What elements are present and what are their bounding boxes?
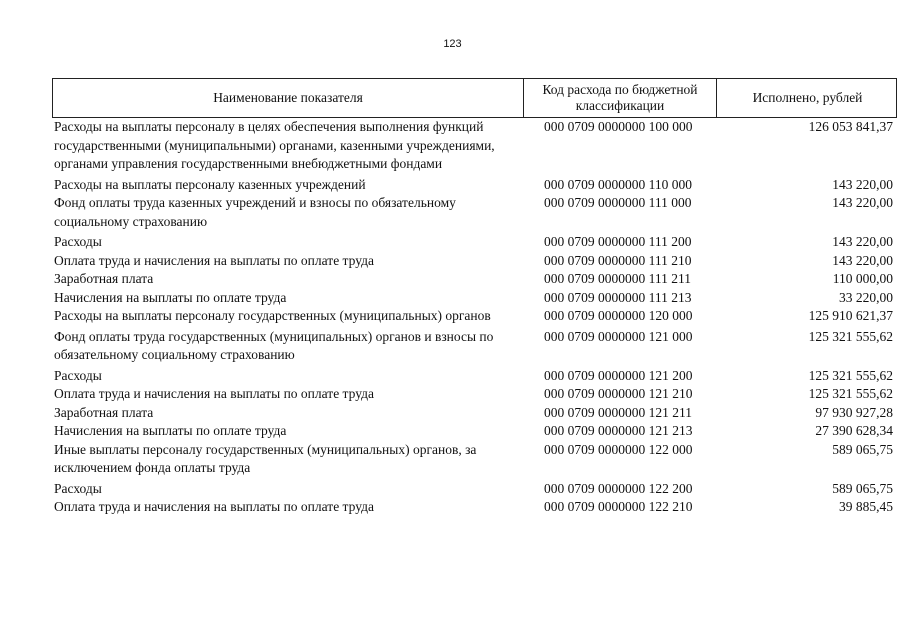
row-name: Расходы: [54, 367, 102, 383]
header-amount: Исполнено, рублей: [716, 79, 898, 117]
row-amount: 110 000,00: [832, 271, 893, 286]
row-name: Заработная плата: [54, 271, 154, 286]
row-name: Иные выплаты персоналу государственных (муниципальных) органов, за исключением фонда оплаты труда: [54, 441, 477, 475]
row-amount: 97 930 927,28: [815, 404, 893, 420]
row-name: Расходы: [54, 234, 102, 249]
row-amount: 125 321 555,62: [808, 328, 893, 344]
row-amount: 589 065,75: [832, 441, 893, 457]
row-name: Оплата труда и начисления на выплаты по оплате труда: [54, 386, 374, 401]
table-row: [52, 328, 897, 365]
row-amount: 125 321 555,62: [808, 386, 893, 401]
table-row: [52, 385, 897, 404]
row-code: 000 0709 0000000 121 210: [544, 386, 693, 401]
table-row: [52, 194, 897, 231]
row-amount: 589 065,75: [832, 480, 893, 496]
row-code: 000 0709 0000000 111 213: [544, 289, 692, 305]
row-amount: 143 220,00: [832, 176, 893, 192]
page-number: 123: [443, 38, 462, 50]
table-row: [52, 498, 897, 517]
row-amount: 125 910 621,37: [808, 308, 893, 323]
table-row: [52, 367, 897, 386]
table-header: [52, 78, 897, 118]
row-name: Фонд оплаты труда казенных учреждений и взносы по обязательному социальному страхованию: [54, 195, 456, 229]
table-row: [52, 422, 897, 441]
table-row: [52, 289, 897, 308]
row-name: Расходы: [54, 480, 102, 496]
row-code: 000 0709 0000000 121 200: [544, 367, 693, 383]
row-amount: 143 220,00: [832, 252, 893, 268]
row-amount: 125 321 555,62: [808, 367, 893, 383]
header-code: Код расхода по бюджетной классификации: [523, 79, 716, 117]
row-code: 000 0709 0000000 111 210: [544, 252, 692, 268]
row-code: 000 0709 0000000 122 210: [544, 499, 693, 514]
row-name: Оплата труда и начисления на выплаты по оплате труда: [54, 499, 374, 514]
row-amount: 33 220,00: [839, 289, 893, 305]
row-code: 000 0709 0000000 121 211: [544, 404, 692, 420]
row-code: 000 0709 0000000 120 000: [544, 308, 693, 323]
row-name: Расходы на выплаты персоналу казенных учреждений: [54, 176, 366, 192]
table-row: [52, 176, 897, 195]
row-amount: 126 053 841,37: [808, 119, 893, 134]
row-code: 000 0709 0000000 122 200: [544, 480, 693, 496]
budget-table: [52, 78, 897, 517]
row-code: 000 0709 0000000 122 000: [544, 441, 693, 457]
row-name: Фонд оплаты труда государственных (муниципальных) органов и взносы по обязательному социальному страхованию: [54, 328, 494, 362]
table-row: [52, 404, 897, 423]
row-code: 000 0709 0000000 121 000: [544, 328, 693, 344]
row-name: Оплата труда и начисления на выплаты по оплате труда: [54, 252, 374, 268]
row-code: 000 0709 0000000 121 213: [544, 423, 693, 438]
row-code: 000 0709 0000000 100 000: [544, 119, 693, 134]
table-row: [52, 118, 897, 174]
row-amount: 143 220,00: [832, 195, 893, 210]
table-row: [52, 252, 897, 271]
row-amount: 39 885,45: [839, 499, 893, 514]
table-row: [52, 233, 897, 252]
row-amount: 143 220,00: [832, 234, 893, 249]
table-row: [52, 480, 897, 499]
row-code: 000 0709 0000000 111 211: [544, 271, 691, 286]
table-row: [52, 441, 897, 478]
row-name: Расходы на выплаты персоналу в целях обеспечения выполнения функций государственными (муниципальными) органами, казенными учреждениями, органами управления государственными внебюджетными фондами: [54, 119, 495, 171]
row-name: Расходы на выплаты персоналу государственных (муниципальных) органов: [54, 308, 491, 323]
row-code: 000 0709 0000000 111 000: [544, 195, 692, 210]
table-row: [52, 270, 897, 289]
row-name: Начисления на выплаты по оплате труда: [54, 423, 287, 438]
row-amount: 27 390 628,34: [815, 423, 893, 438]
row-code: 000 0709 0000000 110 000: [544, 176, 692, 192]
row-name: Начисления на выплаты по оплате труда: [54, 289, 287, 305]
table-row: [52, 307, 897, 326]
row-name: Заработная плата: [54, 404, 154, 420]
row-code: 000 0709 0000000 111 200: [544, 234, 692, 249]
header-name: Наименование показателя: [213, 90, 363, 105]
